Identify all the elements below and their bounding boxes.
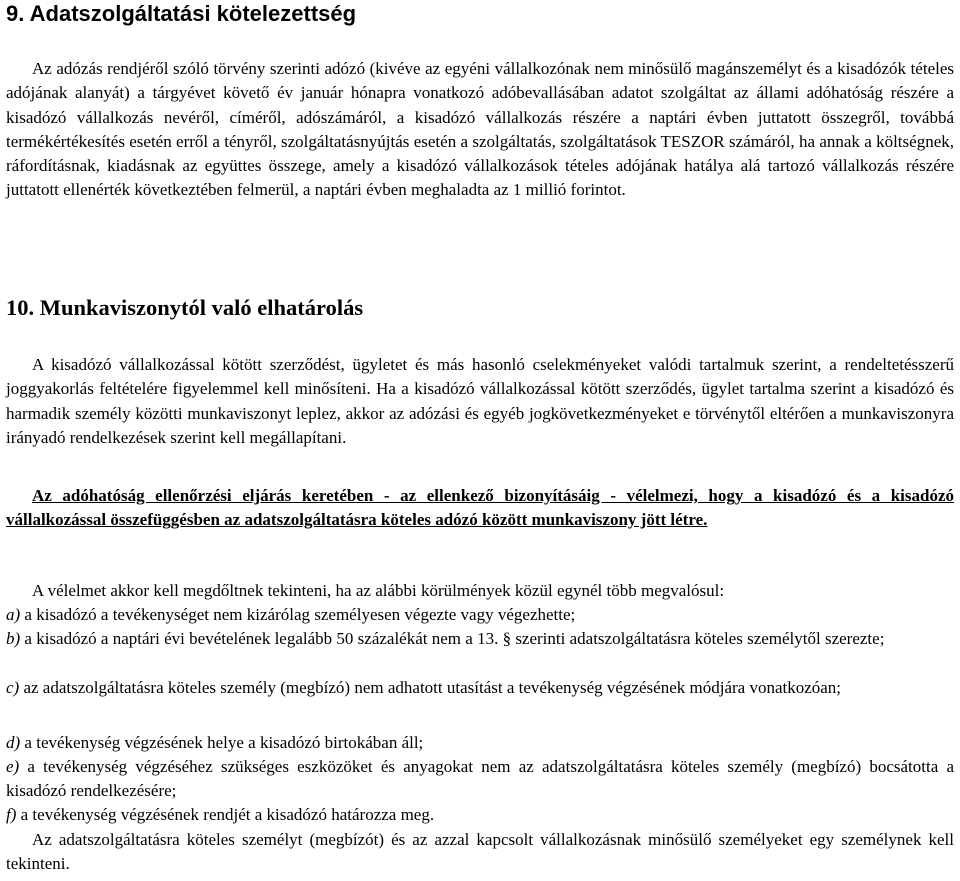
closing-paragraph: Az adatszolgáltatásra köteles személyt (megbízót) és az azzal kapcsolt vállalkozásnak minősülő személyeket egy személynek kell tekinteni. [6,830,954,874]
criterion-letter: b) [6,629,21,648]
criterion-text: a tevékenység végzésének helye a kisadózó birtokában áll; [20,733,424,752]
criterion-b [6,627,954,651]
criterion-text: a kisadózó a naptári évi bevételének legalább 50 százalékát nem a 13. § szerinti adatszolgáltatásra köteles személytől szerezte; [20,629,885,648]
criterion-d [6,731,954,755]
section-9-heading: 9. Adatszolgáltatási kötelezettség [6,1,357,26]
criterion-letter: c) [6,678,20,697]
criteria-intro: A vélelmet akkor kell megdőltnek tekinteni, ha az alábbi körülmények közül egynél több megvalósul: [32,581,725,600]
criterion-letter: d) [6,733,21,752]
criterion-f [6,803,954,827]
presumption-paragraph: Az adóhatóság ellenőrzési eljárás keretében - az ellenkező bizonyításáig - vélelmezi, hogy a kisadózó és a kisadózó vállalkozással összefüggésben az adatszolgáltatásra köteles adózó között munkaviszony jött létre. [6,486,954,530]
section-9-paragraph: Az adózás rendjéről szóló törvény szerinti adózó (kivéve az egyéni vállalkozónak nem minősülő magánszemélyt és a kisadózók tételes adójának alanyát) a tárgyévet követő év január hónapra vonatkozó adóbevallásában adatot szolgáltat az állami adóhatóság részére a kisadózó vállalkozás nevéről, címéről, adószámáról, a kisadózó vállalkozás részére a naptári évben juttatott összegről, továbbá termékértékesítés esetén erről a tényről, szolgáltatásnyújtás esetén a szolgáltatás, szolgáltatások TESZOR számáról, ha annak a költségnek, ráfordításnak, kiadásnak az együttes összege, amely a kisadózó vállalkozások tételes adójának hatálya alá tartozó vállalkozás részére juttatott ellenérték következtében felmerül, a naptári évben meghaladta az 1 millió forintot. [6,59,954,200]
criterion-e [6,755,954,804]
section-10-heading: 10. Munkaviszonytól való elhatárolás [6,295,364,320]
section-10-paragraph: A kisadózó vállalkozással kötött szerződést, ügyletet és más hasonló cselekményeket valódi tartalmuk szerint, a rendeltetésszerű joggyakorlás feltételére figyelemmel kell minősíteni. Ha a kisadózó vállalkozással kötött szerződés, ügylet tartalma szerint a kisadózó és harmadik személy közötti munkaviszonyt leplez, akkor az adózási és egyéb jogkövetkezményeket e törvénytől eltérően a munkaviszonyra irányadó rendelkezések szerint kell megállapítani. [6,355,954,447]
criterion-text: a kisadózó a tevékenységet nem kizárólag személyesen végezte vagy végezhette; [20,605,576,624]
criterion-c [6,676,954,700]
criterion-text: a tevékenység végzéséhez szükséges eszközöket és anyagokat nem az adatszolgáltatásra köteles személy (megbízó) bocsátotta a kisadózó rendelkezésére; [6,757,954,801]
criterion-a [6,603,954,627]
criterion-letter: e) [6,757,20,776]
criterion-letter: a) [6,605,21,624]
criterion-text: a tevékenység végzésének rendjét a kisadózó határozza meg. [16,805,435,824]
criterion-text: az adatszolgáltatásra köteles személy (megbízó) nem adhatott utasítást a tevékenység végzésének módjára vonatkozóan; [19,678,842,697]
criterion-letter: f) [6,805,17,824]
